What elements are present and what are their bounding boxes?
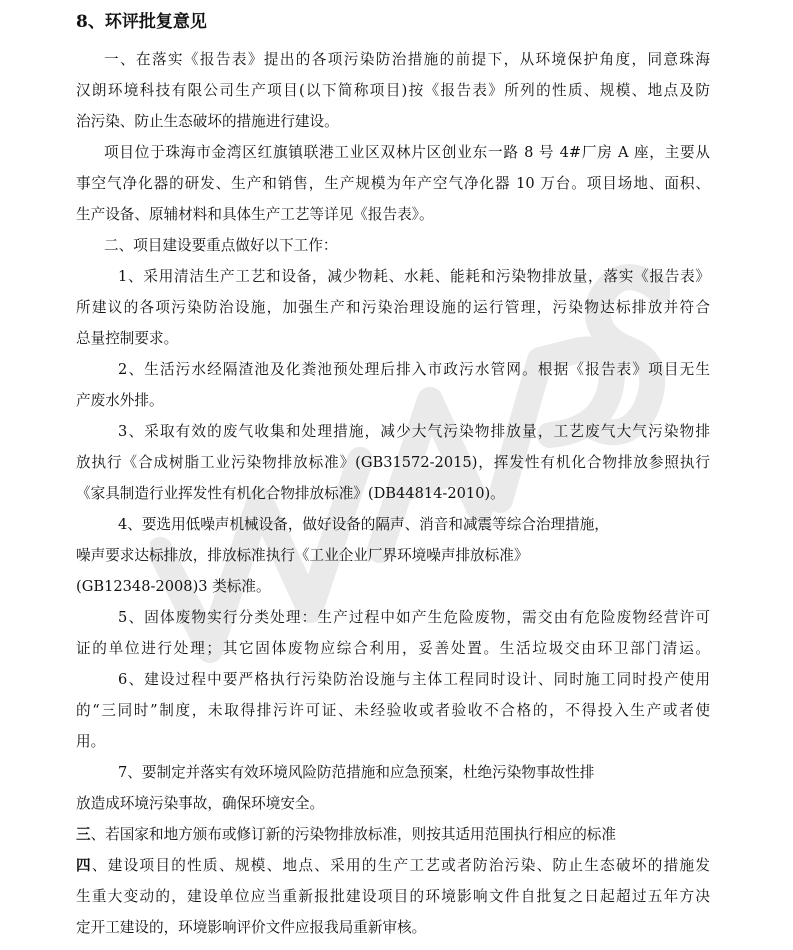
text-line: 二、项目建设要重点做好以下工作： [104, 237, 338, 254]
text-line: 7、要制定并落实有效环境风险防范措施和应急预案，杜绝污染物事故性排 [118, 764, 595, 781]
text-line: 证的单位进行处理；其它固体废物应综合利用，妥善处置。生活垃圾交由环卫部门清运。 [76, 640, 710, 657]
text-line: 3、采取有效的废气收集和处理措施，减少大气污染物排放量，工艺废气大气污染物排 [118, 423, 710, 440]
text-line: 的“三同时”制度，未取得排污许可证、未经验收或者验收不合格的，不得投入生产或者使 [76, 702, 710, 719]
text-line: 生重大变动的，建设单位应当重新报批建设项目的环境影响文件自批复之日起超过五年方决 [76, 888, 710, 905]
text-line: 2、生活污水经隔渣池及化粪池预处理后排入市政污水管网。根据《报告表》项目无生 [118, 361, 710, 378]
text-line: 事空气净化器的研发、生产和销售，生产规模为年产空气净化器 10 万台。项目场地、面积、 [76, 175, 710, 192]
text-line [76, 819, 616, 850]
text-line: (GB12348-2008)3 类标准。 [76, 578, 271, 595]
section-text: 、若国家和地方颁布或修订新的污染物排放标准，则按其适用范围执行相应的标准 [90, 826, 616, 843]
text-line: 生产设备、原辅材料和具体生产工艺等详见《报告表》。 [76, 206, 434, 223]
section-heading: 8、环评批复意见 [76, 12, 207, 32]
text-line: 用。 [76, 733, 106, 750]
section-number: 三 [76, 826, 91, 843]
text-line: 一、在落实《报告表》提出的各项污染防治措施的前提下，从环境保护角度，同意珠海 [104, 51, 710, 68]
text-line: 产废水外排。 [76, 392, 164, 409]
section-text: 、建设项目的性质、规模、地点、采用的生产工艺或者防治污染、防止生态破坏的措施发 [91, 857, 710, 874]
text-line: 噪声要求达标排放，排放标准执行《工业企业厂界环境噪声排放标准》 [76, 547, 529, 564]
text-line: 4、要选用低噪声机械设备，做好设备的隔声、消音和减震等综合治理措施， [118, 516, 609, 533]
text-line: 放造成环境污染事故，确保环境安全。 [76, 795, 325, 812]
text-line: 1、采用清洁生产工艺和设备，减少物耗、水耗、能耗和污染物排放量，落实《报告表》 [118, 268, 710, 285]
text-line: 项目位于珠海市金湾区红旗镇联港工业区双林片区创业东一路 8 号 4#厂房 A 座，主要从 [104, 144, 710, 161]
text-line [76, 850, 710, 881]
text-line: 总量控制要求。 [76, 330, 179, 347]
text-line: 定开工建设的，环境影响评价文件应报我局重新审核。 [76, 919, 427, 936]
text-line: 所建议的各项污染防治设施，加强生产和污染治理设施的运行管理，污染物达标排放并符合 [76, 299, 710, 316]
text-line: 《家具制造行业挥发性有机化合物排放标准》(DB44814-2010)。 [76, 485, 505, 502]
text-line: 5、固体废物实行分类处理：生产过程中如产生危险废物，需交由有危险废物经营许可 [118, 609, 710, 626]
section-number: 四 [76, 857, 92, 874]
text-line: 汉朗环境科技有限公司生产项目(以下简称项目)按《报告表》所列的性质、规模、地点及防 [76, 82, 710, 99]
text-line: 治污染、防止生态破坏的措施进行建设。 [76, 113, 339, 130]
text-line: 6、建设过程中要严格执行污染防治设施与主体工程同时设计、同时施工同时投产使用 [118, 671, 710, 688]
text-line: 放执行《合成树脂工业污染物排放标准》(GB31572-2015)，挥发性有机化合物排放参照执行 [76, 454, 710, 471]
